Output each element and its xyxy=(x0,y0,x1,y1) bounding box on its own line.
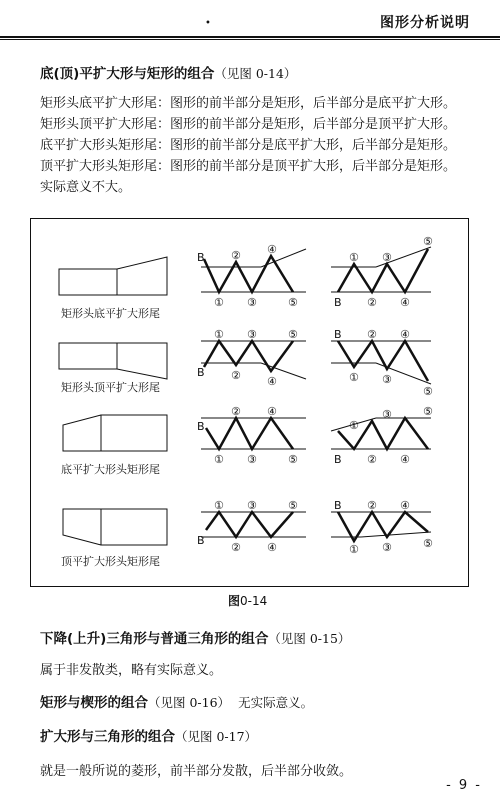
paragraph-line: 顶平扩大形头矩形尾：图形的前半部分是顶平扩大形，后半部分是矩形。 xyxy=(40,159,457,174)
point-label-1: ① xyxy=(349,543,359,556)
paragraph-line: 矩形头底平扩大形尾：图形的前半部分是矩形，后半部分是底平扩大形。 xyxy=(40,96,457,111)
header-rule xyxy=(0,36,500,38)
point-label-3: ③ xyxy=(382,408,392,421)
point-label-1: ① xyxy=(214,296,224,309)
figure-drawing xyxy=(31,219,468,586)
point-label-2: ② xyxy=(367,453,377,466)
point-label-5: ⑤ xyxy=(288,453,298,466)
shape-icon-expand xyxy=(117,257,167,295)
section-heading-rectangle-wedge xyxy=(40,691,313,711)
figure-caption xyxy=(228,592,267,609)
row-label: 底平扩大形头矩形尾 xyxy=(61,463,160,476)
section-heading-triangle-combination xyxy=(40,627,350,647)
point-label-b: B xyxy=(197,366,205,379)
row-label: 顶平扩大形头矩形尾 xyxy=(61,555,160,568)
row-label: 矩形头顶平扩大形尾 xyxy=(61,381,160,394)
shape-icon-expand xyxy=(63,415,101,451)
point-label-3: ③ xyxy=(247,499,257,512)
figure-reference: （见图 0-14） xyxy=(214,66,297,81)
point-label-1: ① xyxy=(349,419,359,432)
paragraph-line: 就是一般所说的菱形，前半部分发散，后半部分收敛。 xyxy=(40,764,353,779)
point-label-1: ① xyxy=(349,251,359,264)
page-number: - 9 - xyxy=(446,778,482,793)
heading-text: 下降(上升)三角形与普通三角形的组合 xyxy=(40,631,269,647)
figure-reference: （见图 0-15） xyxy=(268,631,351,646)
point-label-5: ⑤ xyxy=(288,296,298,309)
point-label-5: ⑤ xyxy=(423,405,433,418)
paragraph-line: 矩形头顶平扩大形尾：图形的前半部分是矩形，后半部分是顶平扩大形。 xyxy=(40,117,457,132)
point-label-5: ⑤ xyxy=(288,499,298,512)
point-label-2: ② xyxy=(367,296,377,309)
heading-text: 矩形与楔形的组合 xyxy=(40,695,148,711)
point-label-4: ④ xyxy=(267,541,277,554)
shape-icon-rect xyxy=(101,415,167,451)
point-label-4: ④ xyxy=(267,405,277,418)
point-label-2: ② xyxy=(367,499,377,512)
point-label-4: ④ xyxy=(400,453,410,466)
caption-number: 0-14 xyxy=(240,594,268,608)
point-label-5: ⑤ xyxy=(423,537,433,550)
point-label-1: ① xyxy=(214,499,224,512)
point-label-2: ② xyxy=(231,249,241,262)
figure-0-14 xyxy=(30,218,469,587)
point-label-3: ③ xyxy=(382,541,392,554)
point-label-4: ④ xyxy=(267,243,277,256)
point-label-2: ② xyxy=(367,328,377,341)
point-label-5: ⑤ xyxy=(423,235,433,248)
point-label-3: ③ xyxy=(247,296,257,309)
shape-icon-rect xyxy=(101,509,167,545)
shape-icon-rect xyxy=(59,343,117,369)
paragraph-line: 实际意义不大。 xyxy=(40,180,132,195)
caption-prefix: 图 xyxy=(228,594,241,608)
row-label: 矩形头底平扩大形尾 xyxy=(61,307,160,320)
point-label-4: ④ xyxy=(267,375,277,388)
section-heading-expanding-triangle xyxy=(40,725,257,745)
shape-icon-rect xyxy=(59,269,117,295)
point-label-4: ④ xyxy=(400,499,410,512)
section-heading-flat-expanding-rectangle xyxy=(40,62,296,82)
point-label-3: ③ xyxy=(382,251,392,264)
point-label-4: ④ xyxy=(400,296,410,309)
paragraph-line: 属于非发散类，略有实际意义。 xyxy=(40,663,223,678)
point-label-b: B xyxy=(334,328,342,341)
heading-text: 扩大形与三角形的组合 xyxy=(40,729,175,745)
header-rule-thin xyxy=(0,39,500,40)
figure-reference: （见图 0-17） xyxy=(175,729,258,744)
figure-reference: （见图 0-16） xyxy=(148,695,231,710)
point-label-b: B xyxy=(334,296,342,309)
inline-text: 无实际意义。 xyxy=(238,695,314,710)
paragraph-line: 底平扩大形头矩形尾：图形的前半部分是底平扩大形，后半部分是矩形。 xyxy=(40,138,457,153)
point-label-1: ① xyxy=(349,371,359,384)
point-label-4: ④ xyxy=(400,328,410,341)
header-dot: • xyxy=(205,18,211,29)
point-label-5: ⑤ xyxy=(423,385,433,398)
point-label-3: ③ xyxy=(247,328,257,341)
point-label-5: ⑤ xyxy=(288,328,298,341)
point-label-b: B xyxy=(197,251,205,264)
point-label-3: ③ xyxy=(382,373,392,386)
point-label-2: ② xyxy=(231,541,241,554)
point-label-3: ③ xyxy=(247,453,257,466)
point-label-b: B xyxy=(334,499,342,512)
point-label-b: B xyxy=(197,420,205,433)
point-label-1: ① xyxy=(214,328,224,341)
heading-text: 底(顶)平扩大形与矩形的组合 xyxy=(40,66,215,82)
point-label-2: ② xyxy=(231,369,241,382)
shape-icon-expand xyxy=(117,343,167,379)
point-label-1: ① xyxy=(214,453,224,466)
point-label-b: B xyxy=(334,453,342,466)
shape-icon-expand xyxy=(63,509,101,545)
point-label-2: ② xyxy=(231,405,241,418)
running-header-title: 图形分析说明 xyxy=(380,15,470,31)
point-label-b: B xyxy=(197,534,205,547)
